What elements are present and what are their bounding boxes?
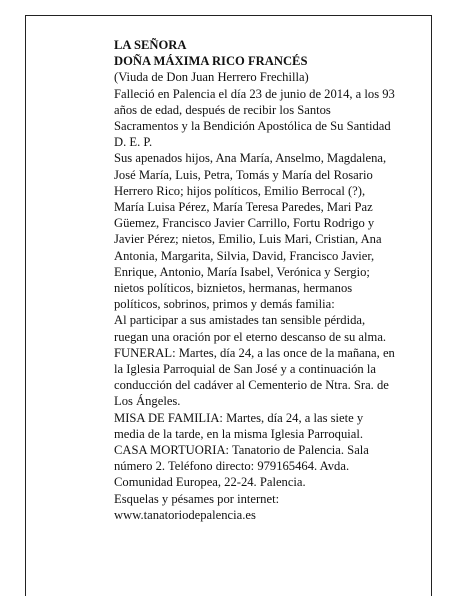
family-line: José María, Luis, Petra, Tomás y María del Rosario: [114, 167, 373, 182]
death-line: años de edad, después de recibir los Santos: [114, 102, 331, 117]
family-paragraph: [114, 150, 404, 312]
family-line: Javier Pérez; nietos, Emilio, Luis Mari, Cristian, Ana: [114, 232, 382, 247]
funeral-paragraph: [114, 345, 404, 410]
mortuary-line: número 2. Teléfono directo: 979165464. Avda.: [114, 459, 350, 474]
obituary-heading-la-senora: LA SEÑORA: [114, 38, 187, 52]
death-paragraph: [114, 86, 404, 151]
condolence-paragraph: [114, 491, 404, 523]
mortuary-line: CASA MORTUORIA: Tanatorio de Palencia. Sala: [114, 443, 369, 458]
mortuary-line: Comunidad Europea, 22-24. Palencia.: [114, 475, 306, 490]
death-line: Sacramentos y la Bendición Apostólica de Su Santidad: [114, 119, 391, 134]
family-line: Sus apenados hijos, Ana María, Anselmo, Magdalena,: [114, 151, 387, 166]
family-line: políticos, sobrinos, primos y demás familia:: [114, 297, 335, 312]
funeral-line: Los Ángeles.: [114, 394, 181, 409]
mass-paragraph: [114, 410, 404, 442]
request-line: Al participar a sus amistades tan sensible pérdida,: [114, 313, 366, 328]
mortuary-paragraph: [114, 442, 404, 491]
condolence-line: Esquelas y pésames por internet:: [114, 491, 280, 506]
website-link[interactable]: www.tanatoriodepalencia.es: [114, 507, 256, 522]
family-line: Enrique, Antonio, María Isabel, Verónica y Sergio;: [114, 264, 370, 279]
family-line: nietos políticos, biznietos, hermanas, hermanos: [114, 281, 353, 296]
mass-line: MISA DE FAMILIA: Martes, día 24, a las siete y: [114, 410, 364, 425]
death-line: D. E. P.: [114, 135, 153, 150]
mass-line: media de la tarde, en la misma Iglesia Parroquial.: [114, 426, 363, 441]
funeral-line: conducción del cadáver al Cementerio de Ntra. Sra. de: [114, 378, 389, 393]
obituary-notice: [114, 37, 404, 523]
funeral-line: la Iglesia Parroquial de San José y a continuación la: [114, 362, 376, 377]
family-line: Herrero Rico; hijos políticos, Emilio Berrocal (?),: [114, 183, 366, 198]
widow-line: (Viuda de Don Juan Herrero Frechilla): [114, 70, 309, 85]
obituary-heading-name: DOÑA MÁXIMA RICO FRANCÉS: [114, 54, 308, 69]
request-line: ruegan una oración por el eterno descanso de su alma.: [114, 329, 387, 344]
request-paragraph: [114, 312, 404, 344]
family-line: Antonia, Margarita, Silvia, David, Francisco Javier,: [114, 248, 375, 263]
death-line: Falleció en Palencia el día 23 de junio de 2014, a los 93: [114, 86, 395, 101]
family-line: Güemez, Francisco Javier Carrillo, Fortu Rodrigo y: [114, 216, 375, 231]
funeral-line: FUNERAL: Martes, día 24, a las once de la mañana, en: [114, 345, 395, 360]
family-line: María Luisa Pérez, María Teresa Paredes, Mari Paz: [114, 200, 373, 215]
